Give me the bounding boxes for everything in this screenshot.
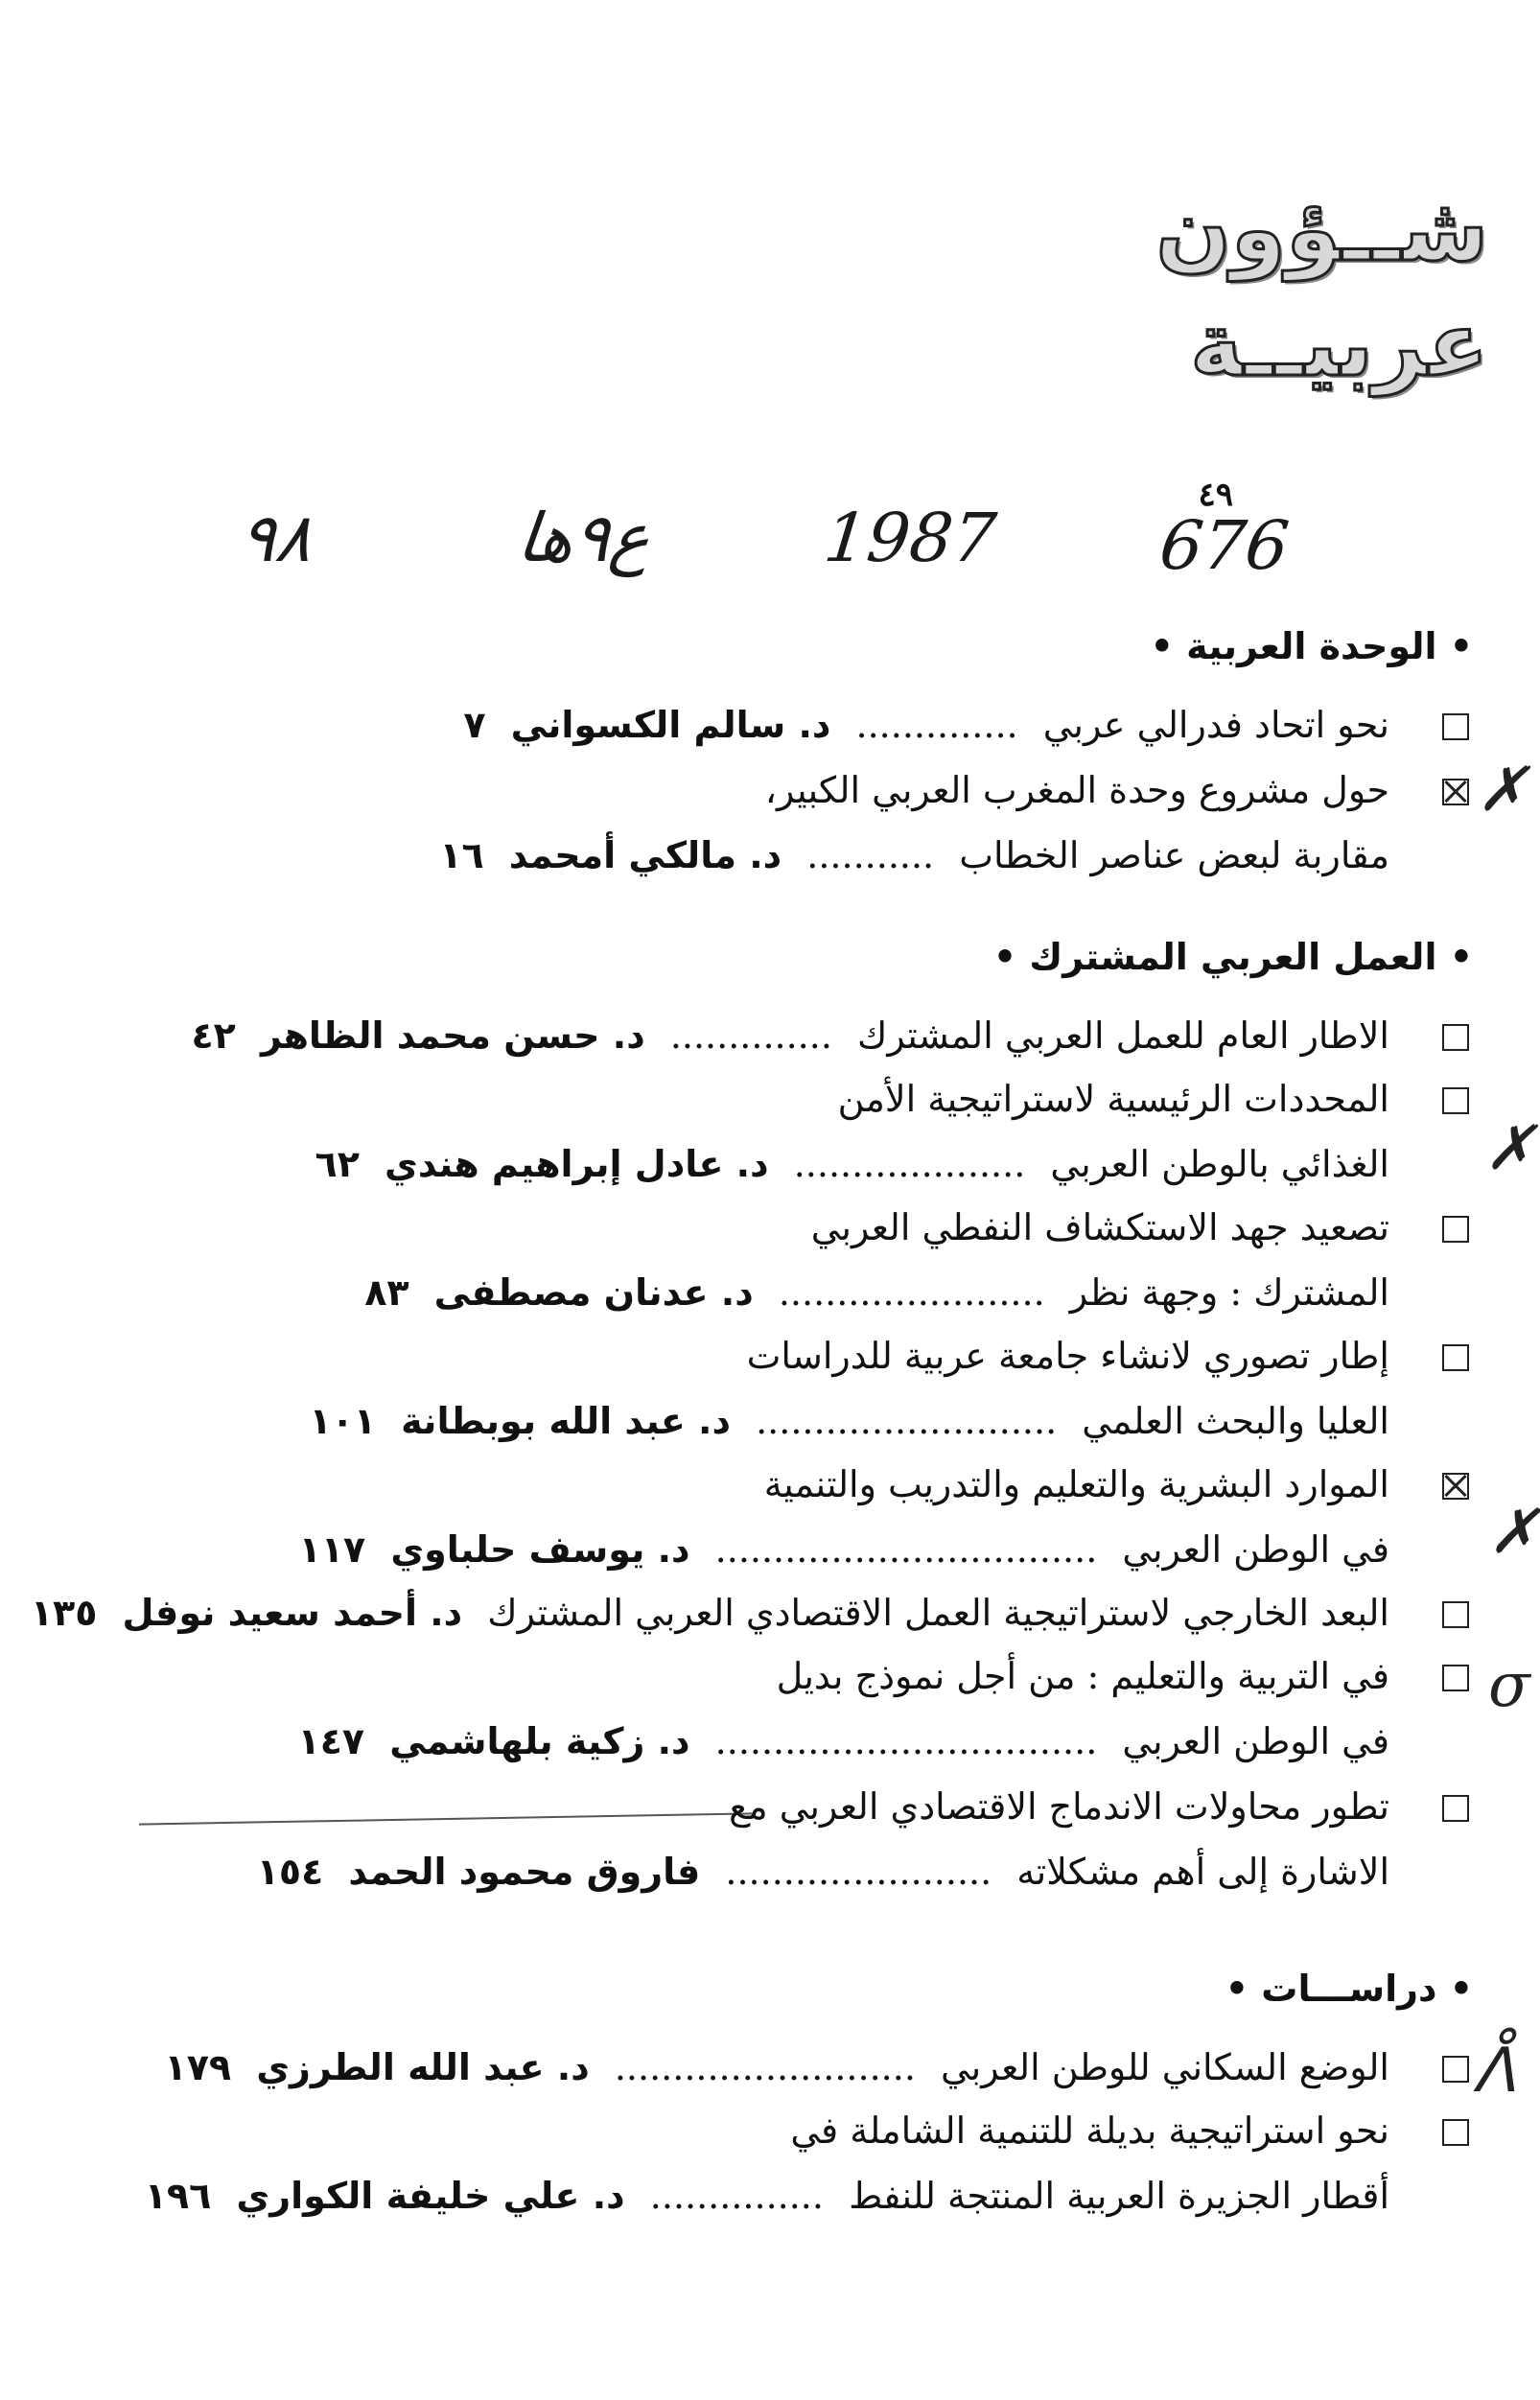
leader-dots: ....................... xyxy=(725,1851,992,1893)
article-author: د. عبد الله بوبطانة xyxy=(401,1400,731,1442)
toc-line[interactable] xyxy=(67,1070,1389,1128)
section-title: • العمل العربي المشترك • xyxy=(992,936,1473,978)
checkbox[interactable] xyxy=(1442,1087,1469,1114)
toc-line[interactable] xyxy=(67,1778,1389,1835)
article-title: المشترك : وجهة نظر xyxy=(1069,1271,1389,1314)
article-title: تصعيد جهد الاستكشاف النفطي العربي xyxy=(810,1206,1389,1248)
article-author: د. يوسف حلباوي xyxy=(390,1528,690,1571)
page-number: ١١٧ xyxy=(298,1528,366,1571)
checkbox[interactable] xyxy=(1442,1665,1469,1691)
article-author: د. أحمد سعيد نوفل xyxy=(122,1592,463,1634)
article-title: الاطار العام للعمل العربي المشترك xyxy=(857,1014,1389,1057)
handwritten-note: ع٩ها xyxy=(513,499,654,577)
checkbox-checked[interactable] xyxy=(1442,779,1469,805)
leader-dots: ........... xyxy=(806,834,935,876)
page-number: ١٠١ xyxy=(309,1400,377,1442)
leader-dots: .......................... xyxy=(756,1400,1058,1442)
toc-line[interactable] xyxy=(67,1713,1389,1770)
leader-dots: ....................... xyxy=(778,1271,1045,1314)
article-author: د. علي خليفة الكواري xyxy=(236,2175,625,2217)
leader-dots: .............. xyxy=(669,1014,832,1057)
leader-dots: ............... xyxy=(649,2175,824,2217)
toc-line[interactable] xyxy=(67,2167,1389,2225)
toc-line[interactable] xyxy=(67,1327,1389,1385)
article-author: د. عدنان مصطفى xyxy=(433,1271,754,1314)
toc-line[interactable] xyxy=(67,1392,1389,1450)
article-title: أقطار الجزيرة العربية المنتجة للنفط xyxy=(849,2175,1389,2217)
leader-dots: ................................. xyxy=(714,1720,1098,1762)
toc-line[interactable] xyxy=(67,761,1389,819)
article-title: نحو استراتيجية بديلة للتنمية الشاملة في xyxy=(790,2109,1389,2152)
article-author: فاروق محمود الحمد xyxy=(348,1851,701,1893)
handwritten-note: ٩٨ xyxy=(235,499,316,577)
article-author: د. عبد الله الطرزي xyxy=(256,2046,590,2088)
article-author: د. حسن محمد الظاهر xyxy=(260,1014,645,1057)
article-title: المحددات الرئيسية لاستراتيجية الأمن xyxy=(837,1078,1389,1120)
leader-dots: .......................... xyxy=(614,2046,916,2088)
logo-line-2: عربيــة xyxy=(1190,293,1488,396)
toc-line[interactable] xyxy=(67,1264,1389,1321)
toc-line[interactable] xyxy=(67,1456,1389,1513)
toc-line[interactable] xyxy=(67,2102,1389,2159)
page-number: ١٥٤ xyxy=(256,1851,324,1893)
article-title: في التربية والتعليم : من أجل نموذج بديل xyxy=(776,1655,1389,1697)
article-title: العليا والبحث العلمي xyxy=(1082,1400,1389,1442)
logo-line-1: شــؤون xyxy=(1155,178,1488,281)
toc-line[interactable] xyxy=(67,1199,1389,1256)
article-title: مقاربة لبعض عناصر الخطاب xyxy=(959,834,1389,876)
checkbox[interactable] xyxy=(1442,1795,1469,1822)
page-number: ٦٢ xyxy=(315,1143,360,1185)
article-author: د. زكية بلهاشمي xyxy=(389,1720,690,1762)
toc-line[interactable] xyxy=(67,2039,1389,2096)
handwritten-mark: ᐰ xyxy=(1473,2036,1515,2107)
article-title: الموارد البشرية والتعليم والتدريب والتنمية xyxy=(763,1463,1389,1505)
article-title: في الوطن العربي xyxy=(1122,1528,1389,1571)
handwritten-x-mark: ✗ xyxy=(1488,1497,1540,1568)
article-title: البعد الخارجي لاستراتيجية العمل الاقتصادي العربي المشترك xyxy=(487,1592,1389,1634)
checkbox[interactable] xyxy=(1442,713,1469,740)
page-number: ٤٢ xyxy=(191,1014,236,1057)
issue-number: ٤٩ xyxy=(1198,476,1233,514)
section-title: • الوحدة العربية • xyxy=(1150,625,1473,667)
article-title: حول مشروع وحدة المغرب العربي الكبير، xyxy=(764,769,1389,811)
page-number: ١٩٦ xyxy=(144,2175,212,2217)
page-number: ١٧٩ xyxy=(164,2046,232,2088)
leader-dots: ................................. xyxy=(714,1528,1098,1571)
page-number: ٨٣ xyxy=(364,1271,409,1314)
page-number: ٧ xyxy=(463,704,486,746)
toc-line[interactable] xyxy=(67,827,1389,884)
article-title: الوضع السكاني للوطن العربي xyxy=(941,2046,1389,2088)
page-number: ١٤٧ xyxy=(297,1720,365,1762)
article-title: تطور محاولات الاندماج الاقتصادي العربي مع xyxy=(729,1785,1389,1828)
page-number: ١٦ xyxy=(439,834,484,876)
toc-line[interactable] xyxy=(67,1007,1389,1064)
toc-line[interactable] xyxy=(67,1843,1389,1900)
checkbox[interactable] xyxy=(1442,1601,1469,1628)
checkbox[interactable] xyxy=(1442,1344,1469,1371)
article-author: د. عادل إبراهيم هندي xyxy=(385,1143,769,1185)
article-title: نحو اتحاد فدرالي عربي xyxy=(1042,704,1389,746)
checkbox[interactable] xyxy=(1442,1024,1469,1051)
handwritten-note: 1987 xyxy=(820,499,1000,577)
article-author: د. سالم الكسواني xyxy=(510,704,831,746)
leader-dots: .................... xyxy=(793,1143,1026,1185)
toc-line[interactable] xyxy=(67,1135,1389,1193)
checkbox[interactable] xyxy=(1442,1216,1469,1243)
page-number: ١٣٥ xyxy=(30,1592,98,1634)
handwritten-x-mark: ✗ xyxy=(1477,755,1528,826)
handwritten-note: 676 xyxy=(1155,506,1293,585)
handwritten-x-mark: ✗ xyxy=(1484,1113,1536,1184)
article-title: إطار تصوري لانشاء جامعة عربية للدراسات xyxy=(746,1335,1389,1377)
toc-line[interactable] xyxy=(67,1521,1389,1578)
checkbox[interactable] xyxy=(1442,2119,1469,2146)
article-title: الاشارة إلى أهم مشكلاته xyxy=(1016,1851,1389,1893)
article-title: الغذائي بالوطن العربي xyxy=(1050,1143,1389,1185)
handwritten-mark: σ xyxy=(1488,1650,1530,1721)
checkbox-checked[interactable] xyxy=(1442,1473,1469,1500)
section-title: • دراســـات • xyxy=(1225,1968,1473,2010)
toc-line[interactable] xyxy=(30,1584,1389,1642)
toc-line[interactable] xyxy=(67,696,1389,754)
toc-line[interactable] xyxy=(67,1647,1389,1705)
article-title: في الوطن العربي xyxy=(1122,1720,1389,1762)
article-author: د. مالكي أمحمد xyxy=(508,834,782,876)
leader-dots: .............. xyxy=(855,704,1018,746)
checkbox[interactable] xyxy=(1442,2056,1469,2083)
